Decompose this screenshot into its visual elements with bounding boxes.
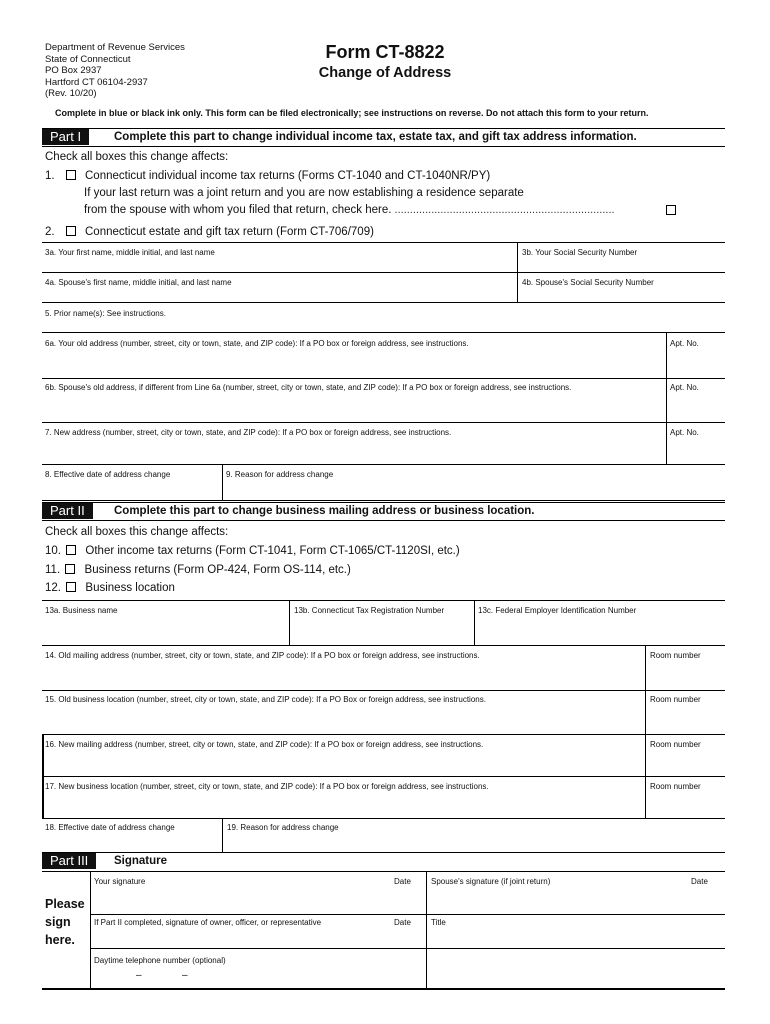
- part1-check-all: Check all boxes this change affects:: [45, 151, 229, 163]
- please-text: Please: [45, 897, 85, 911]
- title-input[interactable]: [427, 915, 725, 948]
- item10-num: 10.: [45, 545, 61, 557]
- phone-input[interactable]: [91, 949, 426, 988]
- item2-num: 2.: [45, 226, 55, 238]
- field-7-input[interactable]: [42, 423, 666, 464]
- phone-label: Daytime telephone number (optional): [94, 956, 226, 965]
- title-label: Title: [431, 918, 446, 927]
- item11-text: Business returns (Form OP-424, Form OS-114, etc.): [84, 564, 351, 576]
- field-16-room-input[interactable]: [646, 735, 725, 776]
- agency-state: State of Connecticut: [45, 53, 131, 65]
- field-5-input[interactable]: [42, 303, 725, 332]
- field-19-label: 19. Reason for address change: [227, 823, 339, 832]
- joint-return-checkbox[interactable]: [666, 205, 676, 215]
- item1-num: 1.: [45, 170, 55, 182]
- field-14-room-input[interactable]: [646, 646, 725, 690]
- item1-line3-text: from the spouse with whom you filed that return, check here.: [84, 204, 392, 216]
- item2-text: Connecticut estate and gift tax return (Form CT-706/709): [85, 226, 374, 238]
- item1-line2: If your last return was a joint return and you are now establishing a residence separate: [84, 187, 524, 199]
- item10-checkbox[interactable]: [66, 545, 76, 555]
- field-4a-input[interactable]: [42, 273, 517, 302]
- part3-title: Signature: [114, 855, 168, 867]
- field-7-apt-label: Apt. No.: [670, 428, 699, 437]
- field-16-room-label: Room number: [650, 740, 701, 749]
- field-14-input[interactable]: [42, 646, 645, 690]
- agency-po-box: PO Box 2937: [45, 65, 102, 77]
- field-9-label: 9. Reason for address change: [226, 470, 334, 479]
- field-3b-label: 3b. Your Social Security Number: [522, 248, 638, 257]
- form-title: Form CT-8822: [325, 42, 445, 62]
- part2-label: Part II: [42, 503, 93, 519]
- item12-num: 12.: [45, 582, 61, 594]
- owner-signature-input[interactable]: [91, 915, 426, 948]
- field-6b-apt-input[interactable]: [667, 379, 725, 422]
- field-6b-label: 6b. Spouse's old address, if different from Line 6a (number, street, city or town, state, and ZIP code): If a PO box or foreign address, see instructions.: [45, 383, 572, 392]
- field-6b-apt-label: Apt. No.: [670, 383, 699, 392]
- form-revision: (Rev. 10/20): [45, 88, 97, 100]
- part1-label: Part I: [42, 129, 89, 145]
- here-text: here.: [45, 933, 75, 947]
- field-13b-label: 13b. Connecticut Tax Registration Number: [294, 606, 445, 615]
- field-14-room-label: Room number: [650, 651, 701, 660]
- field-13a-label: 13a. Business name: [45, 606, 118, 615]
- spouse-signature-label: Spouse's signature (if joint return): [431, 877, 551, 886]
- part2-check-all: Check all boxes this change affects:: [45, 526, 229, 538]
- part2-header: [42, 502, 725, 521]
- instructions: Complete in blue or black ink only. This form can be filed electronically; see instructions on reverse. Do not attach this form to your return.: [55, 108, 649, 118]
- item2-checkbox[interactable]: [66, 226, 76, 236]
- phone-dash-2: –: [182, 970, 188, 981]
- field-14-label: 14. Old mailing address (number, street, city or town, state, and ZIP code): If a PO box or foreign address, see instructions.: [45, 651, 480, 660]
- field-18-label: 18. Effective date of address change: [45, 823, 175, 832]
- field-6a-apt-input[interactable]: [667, 333, 725, 378]
- field-18-input[interactable]: [42, 819, 222, 852]
- part3-header: [42, 853, 725, 872]
- agency-block: [45, 42, 185, 100]
- field-3b-input[interactable]: [518, 243, 725, 272]
- your-signature-label: Your signature: [94, 877, 146, 886]
- field-15-room-label: Room number: [650, 695, 701, 704]
- item12-checkbox[interactable]: [66, 582, 76, 592]
- field-19-input[interactable]: [223, 819, 725, 852]
- item1-checkbox[interactable]: [66, 170, 76, 180]
- field-16-input[interactable]: [42, 735, 645, 776]
- field-6a-label: 6a. Your old address (number, street, city or town, state, and ZIP code): If a PO box or foreign address, see instructions.: [45, 339, 469, 348]
- spouse-signature-input[interactable]: [427, 872, 725, 914]
- field-4b-label: 4b. Spouse's Social Security Number: [522, 278, 654, 287]
- field-13b-input[interactable]: [290, 601, 474, 645]
- your-signature-date-label: Date: [394, 877, 411, 886]
- item10: [45, 545, 460, 557]
- sign-text: sign: [45, 915, 71, 929]
- field-5-label: 5. Prior name(s): See instructions.: [45, 309, 166, 318]
- item2: [45, 226, 374, 238]
- item1-text: Connecticut individual income tax returns (Forms CT-1040 and CT-1040NR/PY): [85, 170, 491, 182]
- field-7-label: 7. New address (number, street, city or town, state, and ZIP code): If a PO box or foreign address, see instructions.: [45, 428, 452, 437]
- field-4b-input[interactable]: [518, 273, 725, 302]
- form-subtitle: Change of Address: [318, 65, 452, 81]
- item12: [45, 582, 175, 594]
- field-7-apt-input[interactable]: [667, 423, 725, 464]
- item1-line3: from the spouse with whom you filed that return, check here. ........................................................................: [84, 204, 615, 216]
- agency-city: Hartford CT 06104-2937: [45, 76, 148, 88]
- field-6a-apt-label: Apt. No.: [670, 339, 699, 348]
- field-3a-label: 3a. Your first name, middle initial, and last name: [45, 248, 215, 257]
- your-signature-input[interactable]: [91, 872, 391, 914]
- field-17-input[interactable]: [42, 777, 645, 818]
- field-3a-input[interactable]: [42, 243, 517, 272]
- please-sign-here: [45, 895, 85, 949]
- item12-text: Business location: [85, 582, 175, 594]
- owner-signature-label: If Part II completed, signature of owner, officer, or representative: [94, 918, 322, 927]
- item11-num: 11.: [45, 564, 61, 576]
- field-15-room-input[interactable]: [646, 691, 725, 734]
- field-13c-input[interactable]: [475, 601, 725, 645]
- part1-header: [42, 128, 725, 147]
- field-6a-input[interactable]: [42, 333, 666, 378]
- part3-label: Part III: [42, 853, 96, 869]
- item10-text: Other income tax returns (Form CT-1041, Form CT-1065/CT-1120SI, etc.): [85, 545, 460, 557]
- field-13c-label: 13c. Federal Employer Identification Number: [478, 606, 637, 615]
- part2-title: Complete this part to change business mailing address or business location.: [114, 505, 535, 517]
- field-4a-label: 4a. Spouse's first name, middle initial, and last name: [45, 278, 232, 287]
- part1-title: Complete this part to change individual income tax, estate tax, and gift tax address information.: [114, 131, 637, 143]
- item11-checkbox[interactable]: [65, 564, 75, 574]
- field-16-label: 16. New mailing address (number, street, city or town, state, and ZIP code): If a PO box or foreign address, see instructions.: [45, 740, 484, 749]
- field-15-input[interactable]: [42, 691, 645, 734]
- field-9-input[interactable]: [223, 465, 725, 500]
- field-8-label: 8. Effective date of address change: [45, 470, 171, 479]
- field-17-room-label: Room number: [650, 782, 701, 791]
- item1: [45, 170, 490, 182]
- field-17-room-input[interactable]: [646, 777, 725, 818]
- spouse-signature-date-label: Date: [691, 877, 708, 886]
- agency-name: Department of Revenue Services: [45, 42, 185, 53]
- phone-dash-1: –: [136, 970, 142, 981]
- field-15-label: 15. Old business location (number, street, city or town, state, and ZIP code): If a PO Box or foreign address, see instructions.: [45, 695, 486, 704]
- field-13a-input[interactable]: [42, 601, 289, 645]
- field-8-input[interactable]: [42, 465, 222, 500]
- item11: [45, 564, 351, 576]
- field-6b-input[interactable]: [42, 379, 666, 422]
- owner-signature-date-label: Date: [394, 918, 411, 927]
- field-17-label: 17. New business location (number, street, city or town, state, and ZIP code): If a PO box or foreign address, see instructions.: [45, 782, 489, 791]
